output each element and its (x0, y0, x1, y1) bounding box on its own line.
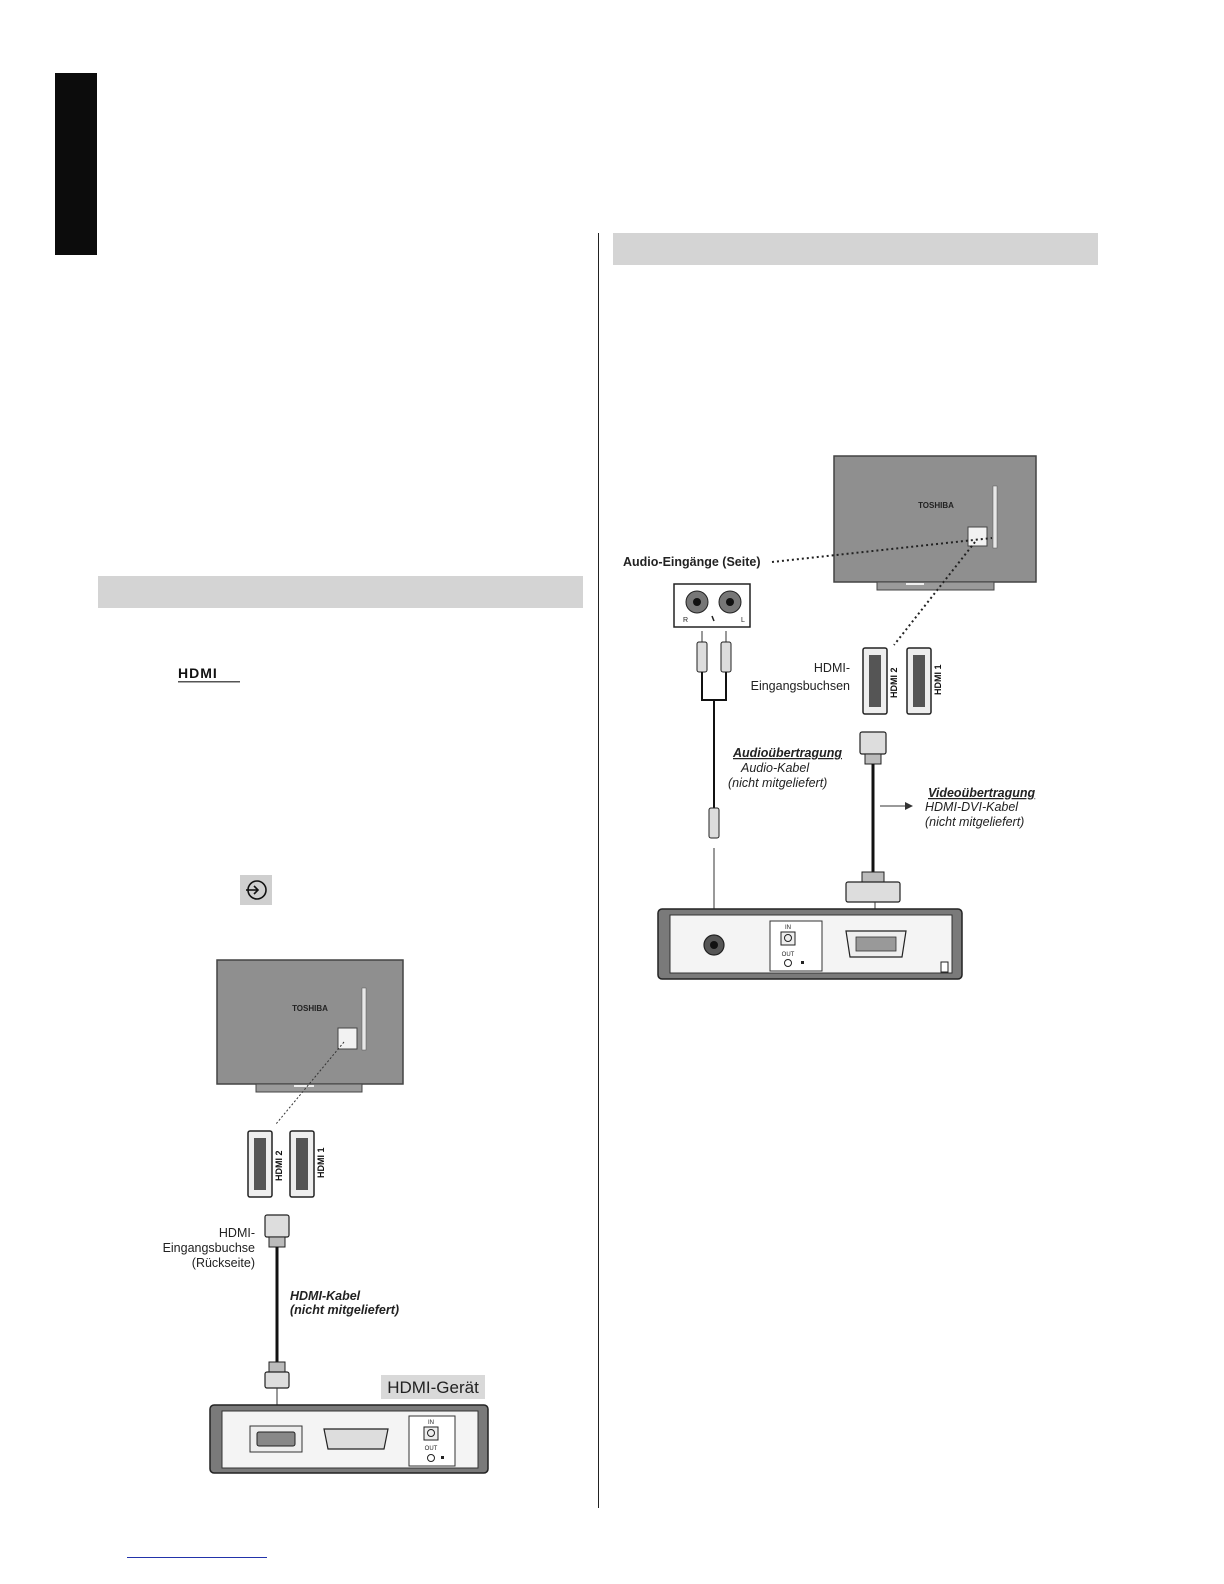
audio-jacks (674, 584, 750, 627)
sockets-label-line1: HDMI- (813, 661, 850, 675)
hdmi-plug-bottom-left (265, 1362, 289, 1388)
hdmi-logo-text: HDMI (178, 665, 218, 681)
dvi-plug (846, 872, 900, 902)
device-label: HDMI-Gerät (387, 1378, 479, 1397)
hdmi-ports-right (863, 648, 943, 714)
socket-label-line2: Eingangsbuchse (162, 1241, 255, 1255)
device-in-label-left: IN (428, 1420, 434, 1426)
pc-device (658, 909, 962, 979)
audio-cable-line1: Audio-Kabel (741, 761, 810, 775)
cable-label-line1: HDMI-Kabel (290, 1289, 361, 1303)
hdmi-ports-left (248, 1131, 326, 1197)
left-diagram (163, 960, 488, 1473)
tv-brand-right: TOSHIBA (918, 501, 954, 510)
audio-transfer-title: Audioübertragung (733, 746, 843, 760)
video-transfer-title: Videoübertragung (928, 786, 1036, 800)
jack-r-label: R (683, 617, 689, 624)
rca-plugs (697, 631, 731, 932)
video-cable-line1: HDMI-DVI-Kabel (925, 800, 1019, 814)
jack-l-label: L (741, 617, 745, 624)
cable-label-line2: (nicht mitgeliefert) (290, 1303, 400, 1317)
hdmi-device (210, 1405, 488, 1473)
device-out-label-left: OUT (424, 1446, 438, 1452)
sockets-label-line2: Eingangsbuchsen (750, 679, 850, 693)
tv-brand-left: TOSHIBA (292, 1004, 328, 1013)
tv-back-left (217, 960, 403, 1092)
socket-label-line1: HDMI- (218, 1226, 255, 1240)
hdmi2-label-left: HDMI 2 (274, 1150, 284, 1181)
device-out-label-right: OUT (781, 952, 795, 958)
audio-inputs-label: Audio-Eingänge (Seite) (623, 555, 761, 569)
tv-back-right (834, 456, 1036, 590)
right-diagram (623, 456, 1036, 979)
hdmi2-label-right: HDMI 2 (889, 667, 899, 698)
device-in-label-right: IN (785, 925, 791, 931)
audio-cable-line2: (nicht mitgeliefert) (728, 776, 828, 790)
hdmi-plug-top-left (265, 1215, 289, 1247)
socket-label-line3: (Rückseite) (191, 1256, 255, 1270)
footer-rule (127, 1557, 267, 1558)
hdmi-plug-top-right (860, 732, 886, 764)
hdmi1-label-right: HDMI 1 (933, 664, 943, 695)
hdmi1-label-left: HDMI 1 (316, 1147, 326, 1178)
video-cable-line2: (nicht mitgeliefert) (925, 815, 1025, 829)
